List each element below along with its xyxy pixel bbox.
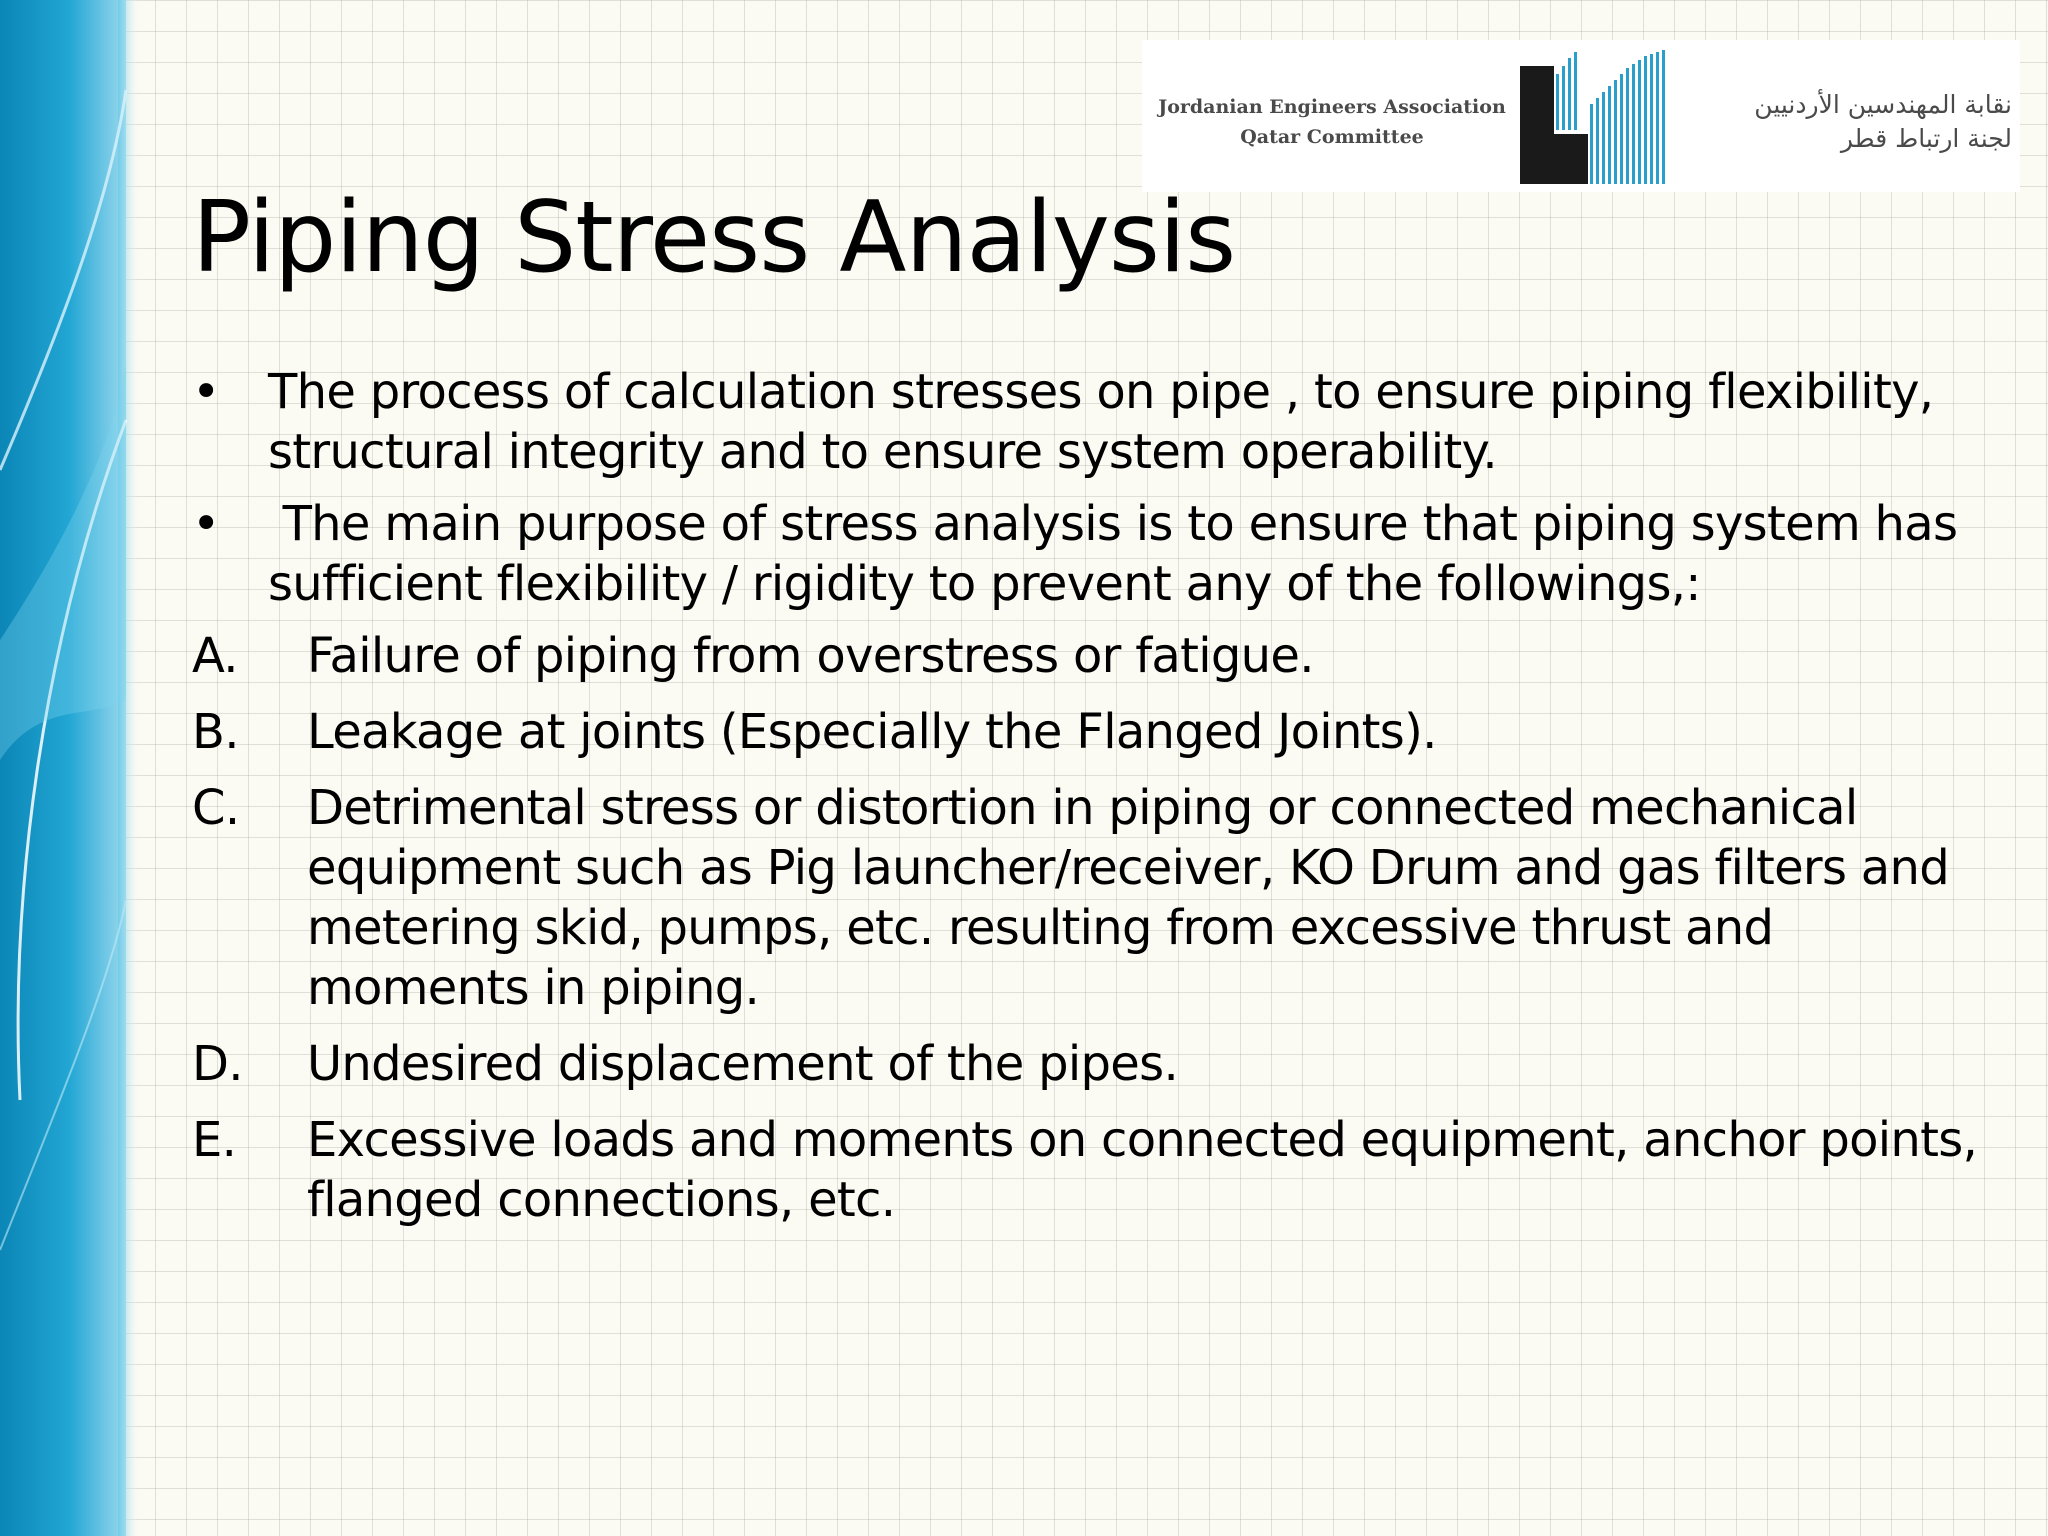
bullet-marker: • xyxy=(192,364,220,420)
slide-title: Piping Stress Analysis xyxy=(192,181,1236,295)
list-item-text: Excessive loads and moments on connected equipment, anchor points, flanged connections, etc. xyxy=(307,1112,1978,1228)
list-marker: E. xyxy=(192,1112,237,1168)
list-item-c xyxy=(192,778,1992,1018)
list-marker: C. xyxy=(192,780,240,836)
list-item-text: Detrimental stress or distortion in piping or connected mechanical equipment such as Pig launcher/receiver, KO Drum and gas filters and metering skid, pumps, etc. resulting from excessive thrust and moments in piping. xyxy=(307,780,1950,1016)
bullet-text: The main purpose of stress analysis is to ensure that piping system has sufficient flexibility / rigidity to prevent any of the followings,: xyxy=(268,496,1972,612)
list-marker: D. xyxy=(192,1036,243,1092)
list-item-b xyxy=(192,702,1992,762)
slide-body xyxy=(192,362,1992,1246)
logo-english-text xyxy=(1152,92,1512,152)
bullet-marker: • xyxy=(192,496,220,552)
logo-arabic-line-1: نقابة المهندسين الأردنيين xyxy=(1754,90,2012,119)
logo-english-line-2: Qatar Committee xyxy=(1240,126,1424,148)
list-item-text: Leakage at joints (Especially the Flanged Joints). xyxy=(307,704,1437,760)
list-item-text: Failure of piping from overstress or fatigue. xyxy=(307,628,1314,684)
list-marker: A. xyxy=(192,628,238,684)
bullet-item xyxy=(192,362,1992,482)
list-item-d xyxy=(192,1034,1992,1094)
list-item-text: Undesired displacement of the pipes. xyxy=(307,1036,1179,1092)
list-marker: B. xyxy=(192,704,239,760)
association-emblem-icon xyxy=(1512,44,1672,192)
list-item-e xyxy=(192,1110,1992,1230)
logo-arabic-text xyxy=(1682,88,2012,156)
association-logo xyxy=(1142,40,2020,192)
bullet-text: The process of calculation stresses on pipe , to ensure piping flexibility, structural integrity and to ensure system operability. xyxy=(268,364,1934,480)
logo-english-line-1: Jordanian Engineers Association xyxy=(1158,96,1506,118)
bullet-item xyxy=(192,494,1992,614)
side-band-graphic xyxy=(0,0,140,1536)
logo-arabic-line-2: لجنة ارتباط قطر xyxy=(1840,124,2012,153)
decorative-side-band xyxy=(0,0,140,1536)
list-item-a xyxy=(192,626,1992,686)
